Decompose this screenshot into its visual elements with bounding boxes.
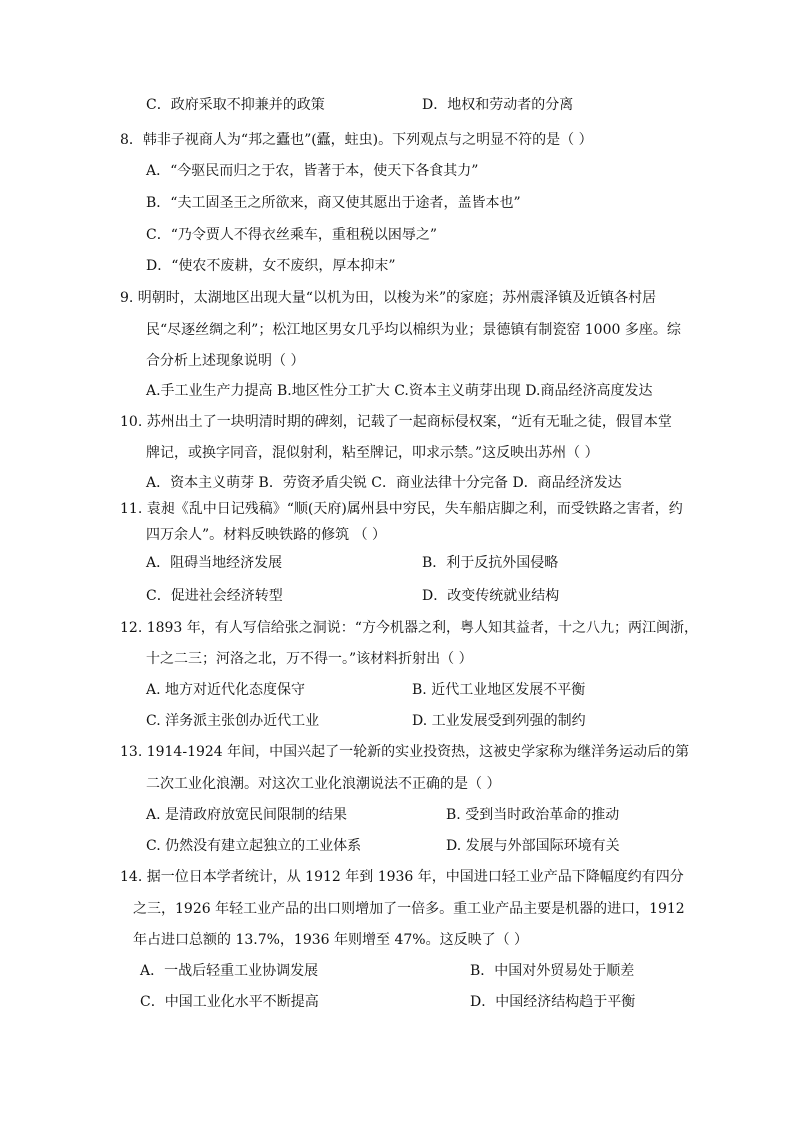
q12-stem-line-2: 十之二三；河洛之北，万不得一。”该材料折射出（ ） — [146, 651, 473, 667]
q12-option-c: C. 洋务派主张创办近代工业 — [146, 713, 320, 729]
q14-option-d: D．中国经济结构趋于平衡 — [470, 994, 636, 1010]
q8-option-a: A．“今驱民而归之于农，皆著于本，使天下各食其力” — [146, 163, 479, 179]
q12-option-a: A. 地方对近代化态度保守 — [146, 682, 306, 698]
q7-option-d: D．地权和劳动者的分离 — [422, 97, 574, 113]
q13-option-a: A. 是清政府放宽民间限制的结果 — [146, 807, 348, 823]
q8-stem: 8．韩非子视商人为“邦之蠹也”(蠹，蛀虫)。下列观点与之明显不符的是（ ） — [120, 132, 593, 148]
q9-options: A.手工业生产力提高 B.地区性分工扩大 C.资本主义萌芽出现 D.商品经济高度发达 — [146, 383, 653, 399]
q13-stem-line-1: 13. 1914-1924 年间，中国兴起了一轮新的实业投资热，这被史学家称为继洋务运动后的第 — [120, 744, 690, 760]
q7-option-c: C．政府采取不抑兼并的政策 — [146, 97, 325, 113]
q10-options: A．资本主义萌芽 B．劳资矛盾尖锐 C．商业法律十分完备 D．商品经济发达 — [146, 475, 622, 491]
q11-option-a: A．阻碍当地经济发展 — [146, 555, 283, 571]
q11-stem-line-2: 四万余人”。材料反映铁路的修筑 （ ） — [146, 527, 387, 543]
q12-stem-line-1: 12. 1893 年，有人写信给张之洞说：“方今机器之利，粤人知其益者，十之八九；两江闽浙， — [120, 620, 698, 636]
q12-option-b: B. 近代工业地区发展不平衡 — [412, 682, 586, 698]
q14-stem-line-1: 14. 据一位日本学者统计，从 1912 年到 1936 年，中国进口轻工业产品下降幅度约有四分 — [120, 869, 684, 885]
q14-option-a: A．一战后轻重工业协调发展 — [140, 963, 319, 979]
q14-stem-line-3: 年占进口总额的 13.7%，1936 年则增至 47%。这反映了（ ） — [133, 932, 529, 948]
q13-option-c: C. 仍然没有建立起独立的工业体系 — [146, 838, 362, 854]
q11-option-b: B．利于反抗外国侵略 — [422, 555, 559, 571]
q11-option-d: D．改变传统就业结构 — [422, 588, 560, 604]
q13-option-d: D. 发展与外部国际环境有关 — [446, 838, 620, 854]
q8-option-b: B．“夫工固圣王之所欲来，商又使其愿出于途者，盖皆本也” — [146, 195, 521, 211]
q13-stem-line-2: 二次工业化浪潮。对这次工业化浪潮说法不正确的是（ ） — [146, 776, 501, 792]
q14-option-b: B．中国对外贸易处于顺差 — [470, 963, 635, 979]
q9-stem-line-1: 9. 明朝时，太湖地区出现大量“以机为田，以梭为米”的家庭；苏州震泽镇及近镇各村居 — [120, 290, 657, 306]
q10-stem-line-2: 牌记，或换字同音，混似射利，粘至牌记，叩求示禁。”这反映出苏州（ ） — [146, 445, 599, 461]
q13-option-b: B. 受到当时政治革命的推动 — [446, 807, 620, 823]
q14-stem-line-2: 之三，1926 年轻工业产品的出口则增加了一倍多。重工业产品主要是机器的进口，1912 — [133, 901, 685, 917]
q9-stem-line-2: 民“尽逐丝绸之利”；松江地区男女几乎均以棉织为业；景德镇有制瓷窑 1000 多座。综 — [146, 322, 681, 338]
q8-option-c: C．“乃令贾人不得衣丝乘车，重租税以困辱之” — [146, 227, 438, 243]
q8-option-d: D．“使农不废耕，女不废织，厚本抑末” — [146, 258, 396, 274]
q11-option-c: C．促进社会经济转型 — [146, 588, 283, 604]
q14-option-c: C．中国工业化水平不断提高 — [140, 994, 319, 1010]
q9-stem-line-3: 合分析上述现象说明（ ） — [146, 353, 305, 369]
q10-stem-line-1: 10. 苏州出土了一块明清时期的碑刻，记载了一起商标侵权案，“近有无耻之徒，假冒本堂 — [120, 414, 672, 430]
q12-option-d: D. 工业发展受到列强的制约 — [412, 713, 586, 729]
q11-stem-line-1: 11. 袁昶《乱中日记残稿》“顺(天府)属州县中穷民，失车船店脚之利，而受铁路之害者，约 — [120, 501, 683, 517]
